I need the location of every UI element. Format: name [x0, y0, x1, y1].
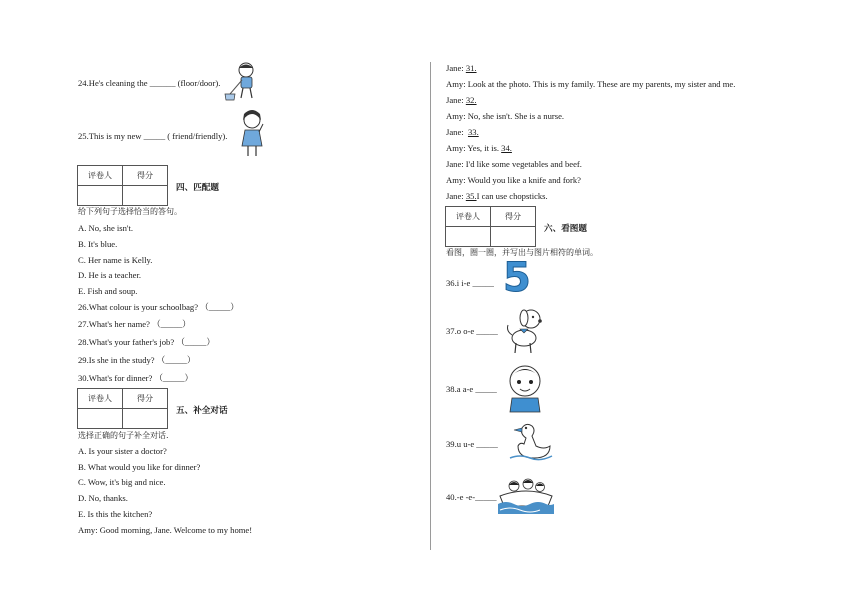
dialog-line-31: Jane: 31. [446, 63, 477, 73]
question-37: 37.o o-e _____ [446, 326, 498, 336]
section-4-instruction: 给下列句子选择恰当的答句。 [78, 207, 182, 216]
option-d: D. He is a teacher. [78, 270, 141, 280]
score-table-5 [77, 388, 168, 429]
score-cell [491, 227, 536, 247]
dialog-option-b: B. What would you like for dinner? [78, 462, 201, 472]
question-30: 30.What's for dinner? （_____） [78, 373, 194, 383]
dialog-line-jane-3: Jane: I'd like some vegetables and beef. [446, 159, 582, 169]
section-5-instruction: 选择正确的句子补全对话. [78, 431, 169, 440]
score-table-6 [445, 206, 536, 247]
section-4-title: 四、匹配题 [176, 183, 219, 193]
question-27: 27.What's her name? （_____） [78, 319, 191, 329]
dialog-line-32: Jane: 32. [446, 95, 477, 105]
number-five-image: 5 [503, 255, 531, 301]
section-6-title: 六、看图题 [544, 224, 587, 234]
score-cell [123, 409, 168, 429]
dialog-option-e: E. Is this the kitchen? [78, 509, 153, 519]
option-c: C. Her name is Kelly. [78, 255, 153, 265]
dialog-line-amy-3: Amy: Would you like a knife and fork? [446, 175, 581, 185]
question-26: 26.What colour is your schoolbag? （_____） [78, 302, 239, 312]
column-divider [430, 62, 431, 550]
dialog-option-a: A. Is your sister a doctor? [78, 446, 167, 456]
dialog-line-amy-1: Amy: Look at the photo. This is my family. These are my parents, my sister and me. [446, 79, 736, 89]
children-boat-image [498, 474, 554, 514]
boy-mopping-image [222, 60, 262, 104]
reviewer-header: 评卷人 [78, 389, 123, 409]
score-header: 得分 [491, 207, 536, 227]
score-cell [123, 186, 168, 206]
question-28: 28.What's your father's job? （_____） [78, 337, 215, 347]
reviewer-header: 评卷人 [446, 207, 491, 227]
question-29: 29.Is she in the study? （_____） [78, 355, 196, 365]
dog-image [504, 305, 546, 355]
duck-image [508, 420, 556, 462]
question-25: 25.This is my new _____ ( friend/friendly). [78, 131, 228, 141]
question-24: 24.He's cleaning the ______ (floor/door). [78, 78, 221, 88]
score-table-4 [77, 165, 168, 206]
question-36: 36.i i-e _____ [446, 278, 494, 288]
option-e: E. Fish and soup. [78, 286, 138, 296]
dialog-start: Amy: Good morning, Jane. Welcome to my home! [78, 525, 253, 535]
dialog-line-34: Amy: Yes, it is. 34. [446, 143, 512, 153]
section-5-title: 五、补全对话 [176, 406, 228, 416]
reviewer-cell [446, 227, 491, 247]
boy-image [504, 362, 546, 414]
question-39: 39.u u-e _____ [446, 439, 498, 449]
reviewer-cell [78, 409, 123, 429]
dialog-line-amy-2: Amy: No, she isn't. She is a nurse. [446, 111, 565, 121]
question-38: 38.a a-e _____ [446, 384, 497, 394]
score-header: 得分 [123, 389, 168, 409]
score-header: 得分 [123, 166, 168, 186]
reviewer-cell [78, 186, 123, 206]
option-b: B. It's blue. [78, 239, 118, 249]
dialog-option-d: D. No, thanks. [78, 493, 128, 503]
reviewer-header: 评卷人 [78, 166, 123, 186]
question-40: 40.-e -e-_____ [446, 492, 497, 502]
dialog-line-33: Jane: 33. [446, 127, 479, 137]
option-a: A. No, she isn't. [78, 223, 134, 233]
girl-image [238, 108, 266, 160]
section-6-instruction: 看图，圈一圈，并写出与图片相符的单词。 [446, 248, 598, 257]
dialog-line-35: Jane: 35.I can use chopsticks. [446, 191, 548, 201]
dialog-option-c: C. Wow, it's big and nice. [78, 477, 166, 487]
